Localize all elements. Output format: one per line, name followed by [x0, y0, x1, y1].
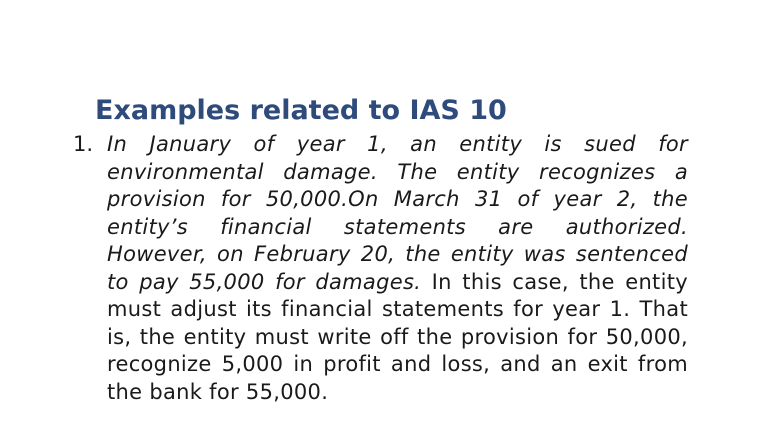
example-regular-text: In this case, the entity must adjust its financial statements for year 1. That is, the entity must write off the provision for 50,000, recognize 5,000 in profit and loss, and an exit from the bank for 55,000. [107, 269, 688, 404]
example-paragraph [107, 131, 688, 406]
list-number: 1. [73, 132, 94, 156]
example-italic-text: In January of year 1, an entity is sued for environmental damage. The entity recognizes a provision for 50,000.On March 31 of year 2, the entity’s financial statements are authorized. However, on February 20, the entity was sentenced to pay 55,000 for damages. [107, 132, 688, 294]
slide-title: Examples related to IAS 10 [95, 95, 507, 126]
